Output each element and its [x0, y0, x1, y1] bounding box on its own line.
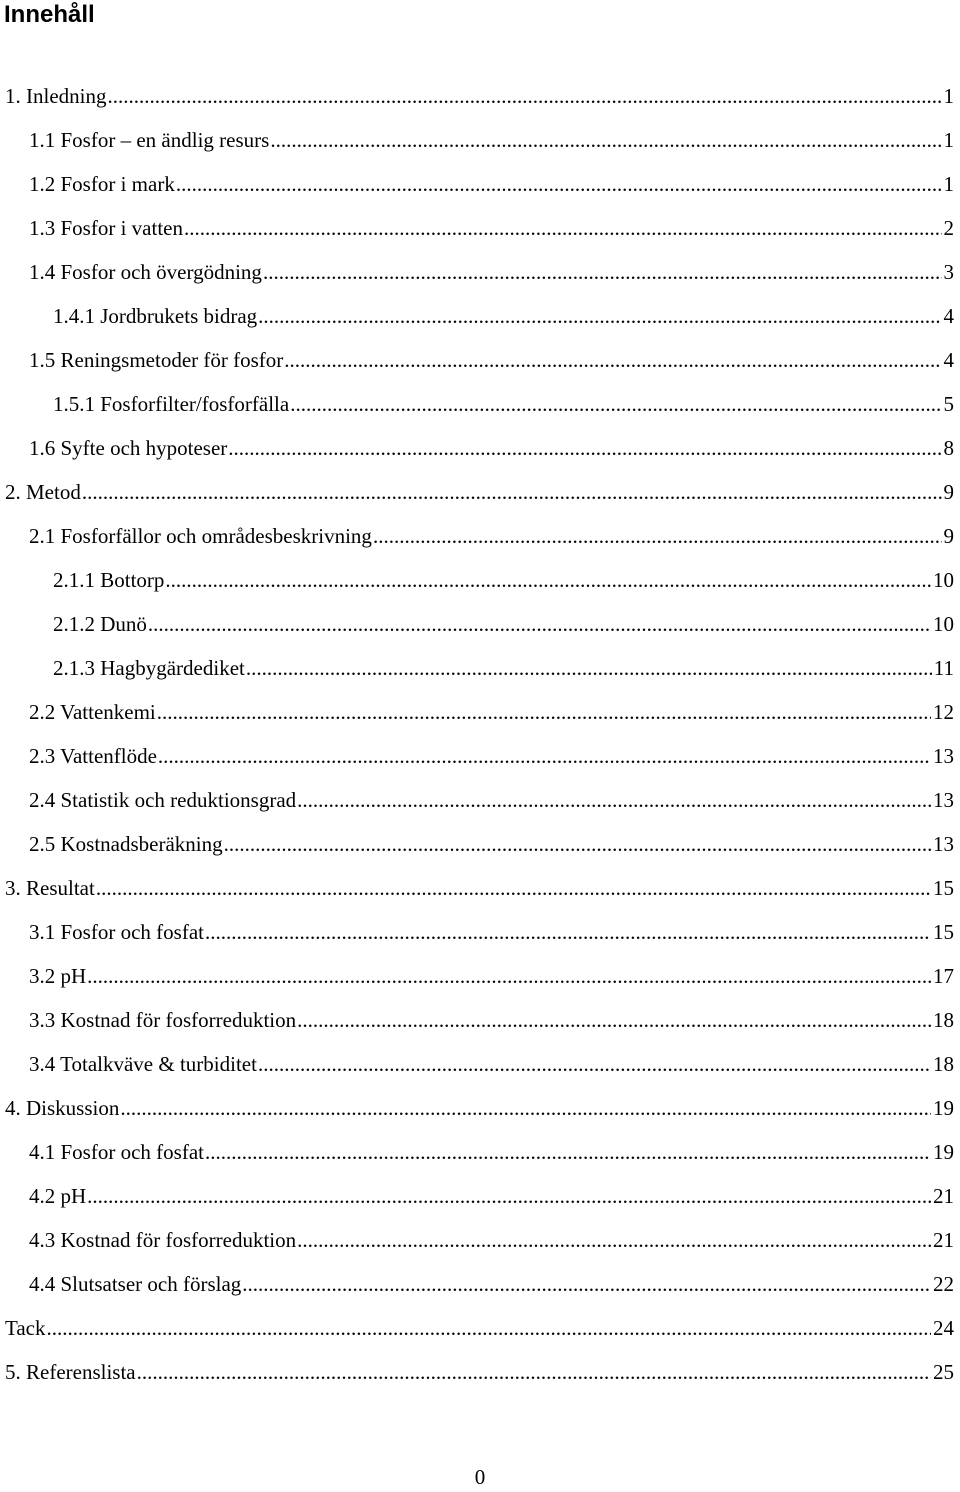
toc-entry-label: 2. Metod: [5, 477, 81, 507]
toc-entry-label: 2.4 Statistik och reduktionsgrad: [29, 785, 296, 815]
dot-leader: [205, 917, 931, 947]
dot-leader: [184, 213, 942, 243]
toc-entry[interactable]: [29, 345, 960, 375]
dot-leader: [176, 169, 942, 199]
toc-entry-label: 1.4.1 Jordbrukets bidrag: [53, 301, 257, 331]
toc-entry-label: 3.3 Kostnad för fosforreduktion: [29, 1005, 296, 1035]
dot-leader: [263, 257, 942, 287]
dot-leader: [87, 961, 931, 991]
toc-entry-page: 25: [933, 1357, 960, 1387]
toc-entry-page: 19: [933, 1093, 960, 1123]
toc-entry-page: 9: [944, 477, 960, 507]
toc-entry[interactable]: [29, 433, 960, 463]
page-title: Innehåll: [4, 0, 95, 30]
toc-entry-page: 11: [934, 653, 960, 683]
dot-leader: [87, 1181, 931, 1211]
toc-entry-page: 5: [944, 389, 960, 419]
toc-entry-label: 4.2 pH: [29, 1181, 86, 1211]
toc-entry[interactable]: [5, 1093, 960, 1123]
toc-entry-label: 2.3 Vattenflöde: [29, 741, 157, 771]
dot-leader: [258, 301, 941, 331]
toc-entry[interactable]: [29, 1269, 960, 1299]
toc-entry[interactable]: [29, 257, 960, 287]
dot-leader: [297, 1225, 931, 1255]
dot-leader: [297, 785, 931, 815]
dot-leader: [120, 1093, 931, 1123]
dot-leader: [47, 1313, 931, 1343]
toc-entry-label: 2.5 Kostnadsberäkning: [29, 829, 223, 859]
toc-entry[interactable]: [29, 125, 960, 155]
dot-leader: [373, 521, 942, 551]
dot-leader: [205, 1137, 931, 1167]
toc-entry[interactable]: [29, 697, 960, 727]
toc-entry[interactable]: [53, 653, 960, 683]
toc-entry-page: 1: [944, 125, 960, 155]
toc-entry-label: 2.1.1 Bottorp: [53, 565, 164, 595]
toc-entry[interactable]: [29, 785, 960, 815]
toc-entry[interactable]: [29, 1181, 960, 1211]
toc-entry[interactable]: [5, 1313, 960, 1343]
toc-entry[interactable]: [29, 1137, 960, 1167]
toc-entry-label: 3.1 Fosfor och fosfat: [29, 917, 204, 947]
toc-entry-label: 4. Diskussion: [5, 1093, 119, 1123]
dot-leader: [82, 477, 942, 507]
toc-entry[interactable]: [5, 81, 960, 111]
toc-entry-label: Tack: [5, 1313, 46, 1343]
toc-entry-label: 3.2 pH: [29, 961, 86, 991]
dot-leader: [270, 125, 941, 155]
toc-entry-page: 13: [933, 785, 960, 815]
toc-entry-page: 24: [933, 1313, 960, 1343]
toc-entry-page: 18: [933, 1005, 960, 1035]
toc-entry[interactable]: [29, 169, 960, 199]
dot-leader: [224, 829, 931, 859]
toc-entry-page: 19: [933, 1137, 960, 1167]
toc-entry[interactable]: [29, 1225, 960, 1255]
toc-entry-page: 13: [933, 829, 960, 859]
toc-entry-label: 2.1.2 Dunö: [53, 609, 147, 639]
dot-leader: [228, 433, 941, 463]
toc-entry-page: 18: [933, 1049, 960, 1079]
toc-entry-label: 2.1 Fosforfällor och områdesbeskrivning: [29, 521, 372, 551]
toc-entry[interactable]: [5, 873, 960, 903]
toc-entry-page: 15: [933, 873, 960, 903]
toc-entry[interactable]: [5, 477, 960, 507]
dot-leader: [158, 741, 931, 771]
toc-entry-page: 3: [944, 257, 960, 287]
toc-entry-label: 3. Resultat: [5, 873, 95, 903]
toc-entry-label: 3.4 Totalkväve & turbiditet: [29, 1049, 257, 1079]
toc-entry-page: 4: [944, 345, 960, 375]
toc-entry-label: 2.2 Vattenkemi: [29, 697, 156, 727]
toc-entry[interactable]: [29, 829, 960, 859]
dot-leader: [246, 653, 932, 683]
toc-entry[interactable]: [29, 1049, 960, 1079]
dot-leader: [284, 345, 941, 375]
toc-entry-label: 2.1.3 Hagbygärdediket: [53, 653, 245, 683]
toc-entry-label: 1.4 Fosfor och övergödning: [29, 257, 262, 287]
toc-entry-page: 12: [933, 697, 960, 727]
toc-entry-page: 17: [933, 961, 960, 991]
toc-entry-label: 5. Referenslista: [5, 1357, 136, 1387]
toc-entry-label: 1.5 Reningsmetoder för fosfor: [29, 345, 283, 375]
toc-entry-label: 4.4 Slutsatser och förslag: [29, 1269, 241, 1299]
toc-entry-page: 1: [944, 169, 960, 199]
toc-entry[interactable]: [29, 917, 960, 947]
dot-leader: [290, 389, 941, 419]
toc-entry-page: 13: [933, 741, 960, 771]
toc-entry-label: 4.1 Fosfor och fosfat: [29, 1137, 204, 1167]
toc-entry-label: 1.2 Fosfor i mark: [29, 169, 175, 199]
toc-entry-page: 10: [933, 609, 960, 639]
toc-entry-label: 1. Inledning: [5, 81, 106, 111]
toc-entry-page: 21: [933, 1225, 960, 1255]
dot-leader: [148, 609, 931, 639]
dot-leader: [157, 697, 931, 727]
toc-entry[interactable]: [53, 301, 960, 331]
toc-entry[interactable]: [5, 1357, 960, 1387]
toc-entry-label: 1.5.1 Fosforfilter/fosforfälla: [53, 389, 289, 419]
toc-entry[interactable]: [53, 565, 960, 595]
dot-leader: [137, 1357, 931, 1387]
toc-entry[interactable]: [53, 609, 960, 639]
dot-leader: [242, 1269, 931, 1299]
toc-entry-label: 1.1 Fosfor – en ändlig resurs: [29, 125, 269, 155]
toc-entry-label: 1.6 Syfte och hypoteser: [29, 433, 227, 463]
dot-leader: [165, 565, 931, 595]
toc-entry-page: 4: [944, 301, 960, 331]
toc-entry-page: 2: [944, 213, 960, 243]
toc-entry-page: 21: [933, 1181, 960, 1211]
toc-entry[interactable]: [29, 1005, 960, 1035]
toc-entry-page: 8: [944, 433, 960, 463]
dot-leader: [96, 873, 931, 903]
toc-entry-page: 9: [944, 521, 960, 551]
toc-entry-page: 22: [933, 1269, 960, 1299]
toc-entry-page: 10: [933, 565, 960, 595]
toc-entry-page: 15: [933, 917, 960, 947]
dot-leader: [258, 1049, 931, 1079]
toc-entry-label: 1.3 Fosfor i vatten: [29, 213, 183, 243]
toc-entry-page: 1: [944, 81, 960, 111]
toc-entry[interactable]: [29, 961, 960, 991]
toc-entry[interactable]: [29, 521, 960, 551]
page-number: 0: [0, 1462, 960, 1492]
dot-leader: [107, 81, 941, 111]
toc-entry[interactable]: [53, 389, 960, 419]
toc-entry[interactable]: [29, 741, 960, 771]
toc-entry-label: 4.3 Kostnad för fosforreduktion: [29, 1225, 296, 1255]
toc-entry[interactable]: [29, 213, 960, 243]
dot-leader: [297, 1005, 931, 1035]
